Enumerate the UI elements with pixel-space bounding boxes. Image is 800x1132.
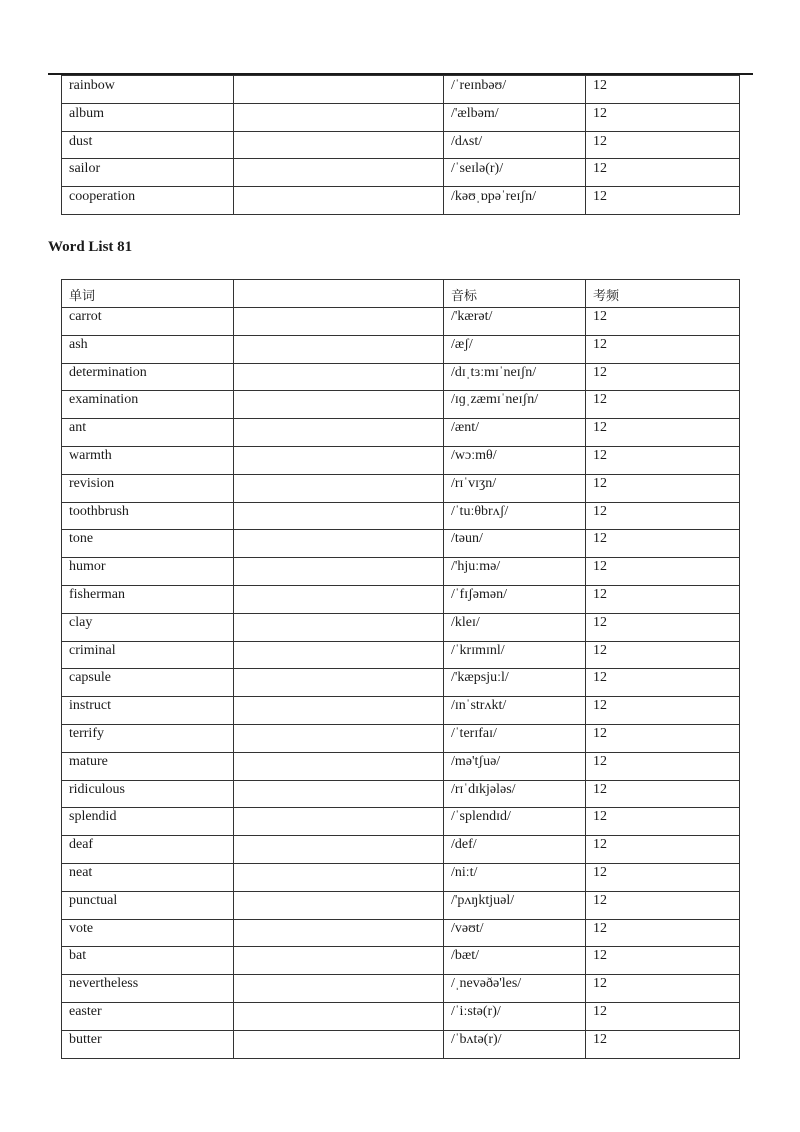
word-list-table [61, 279, 740, 1059]
previous-word-table [61, 75, 740, 215]
word-cell: butter [62, 1030, 234, 1058]
meaning-cell [234, 308, 444, 336]
word-list-title: Word List 81 [48, 239, 133, 255]
word-cell: nevertheless [62, 975, 234, 1003]
table-row [62, 1002, 740, 1030]
phonetic-cell: /ænt/ [444, 419, 586, 447]
meaning-cell [234, 808, 444, 836]
table-row [62, 613, 740, 641]
meaning-cell [234, 159, 444, 187]
meaning-cell [234, 530, 444, 558]
word-cell: bat [62, 947, 234, 975]
phonetic-cell: /rɪˈvɪʒn/ [444, 474, 586, 502]
meaning-cell [234, 1030, 444, 1058]
frequency-cell: 12 [586, 752, 740, 780]
frequency-cell: 12 [586, 419, 740, 447]
frequency-cell: 12 [586, 1002, 740, 1030]
frequency-cell: 12 [586, 474, 740, 502]
frequency-cell: 12 [586, 391, 740, 419]
frequency-cell: 12 [586, 863, 740, 891]
word-cell: rainbow [62, 76, 234, 104]
frequency-cell: 12 [586, 1030, 740, 1058]
phonetic-cell: /'kærət/ [444, 308, 586, 336]
phonetic-cell: /ɪnˈstrʌkt/ [444, 697, 586, 725]
frequency-cell: 12 [586, 919, 740, 947]
frequency-cell: 12 [586, 363, 740, 391]
phonetic-cell: /ˈiːstə(r)/ [444, 1002, 586, 1030]
table-row [62, 697, 740, 725]
table-row [62, 752, 740, 780]
word-cell: determination [62, 363, 234, 391]
phonetic-cell: /ˈfɪʃəmən/ [444, 585, 586, 613]
frequency-cell: 12 [586, 613, 740, 641]
word-cell: revision [62, 474, 234, 502]
word-cell: ridiculous [62, 780, 234, 808]
phonetic-cell: /ˈreɪnbəʊ/ [444, 76, 586, 104]
table-row [62, 919, 740, 947]
table-row [62, 891, 740, 919]
table-row [62, 474, 740, 502]
meaning-cell [234, 863, 444, 891]
header-meaning [234, 280, 444, 308]
meaning-cell [234, 891, 444, 919]
meaning-cell [234, 697, 444, 725]
table-row [62, 76, 740, 104]
phonetic-cell: /ˈseɪlə(r)/ [444, 159, 586, 187]
word-cell: warmth [62, 446, 234, 474]
frequency-cell: 12 [586, 76, 740, 104]
meaning-cell [234, 76, 444, 104]
phonetic-cell: /wɔːmθ/ [444, 446, 586, 474]
table-row [62, 947, 740, 975]
frequency-cell: 12 [586, 669, 740, 697]
word-cell: capsule [62, 669, 234, 697]
meaning-cell [234, 558, 444, 586]
frequency-cell: 12 [586, 585, 740, 613]
word-cell: examination [62, 391, 234, 419]
table-row [62, 391, 740, 419]
phonetic-cell: /ˌnevəðə'les/ [444, 975, 586, 1003]
table-row [62, 558, 740, 586]
word-cell: sailor [62, 159, 234, 187]
table-row [62, 863, 740, 891]
meaning-cell [234, 131, 444, 159]
meaning-cell [234, 836, 444, 864]
meaning-cell [234, 641, 444, 669]
table-row [62, 419, 740, 447]
phonetic-cell: /kəʊˌɒpəˈreɪʃn/ [444, 187, 586, 215]
meaning-cell [234, 919, 444, 947]
frequency-cell: 12 [586, 558, 740, 586]
frequency-cell: 12 [586, 780, 740, 808]
meaning-cell [234, 724, 444, 752]
word-cell: humor [62, 558, 234, 586]
table-row [62, 780, 740, 808]
frequency-cell: 12 [586, 103, 740, 131]
table-row [62, 103, 740, 131]
frequency-cell: 12 [586, 187, 740, 215]
word-cell: splendid [62, 808, 234, 836]
word-cell: punctual [62, 891, 234, 919]
table-header-row [62, 280, 740, 308]
word-cell: toothbrush [62, 502, 234, 530]
meaning-cell [234, 975, 444, 1003]
word-cell: instruct [62, 697, 234, 725]
frequency-cell: 12 [586, 502, 740, 530]
phonetic-cell: /æʃ/ [444, 335, 586, 363]
meaning-cell [234, 187, 444, 215]
phonetic-cell: /'hjuːmə/ [444, 558, 586, 586]
meaning-cell [234, 502, 444, 530]
phonetic-cell: /mə'tʃuə/ [444, 752, 586, 780]
frequency-cell: 12 [586, 131, 740, 159]
word-cell: terrify [62, 724, 234, 752]
phonetic-cell: /'ælbəm/ [444, 103, 586, 131]
table-row [62, 308, 740, 336]
meaning-cell [234, 752, 444, 780]
word-cell: deaf [62, 836, 234, 864]
frequency-cell: 12 [586, 724, 740, 752]
word-cell: ant [62, 419, 234, 447]
word-cell: mature [62, 752, 234, 780]
phonetic-cell: /ˈsplendɪd/ [444, 808, 586, 836]
meaning-cell [234, 947, 444, 975]
frequency-cell: 12 [586, 891, 740, 919]
table-row [62, 159, 740, 187]
phonetic-cell: /dʌst/ [444, 131, 586, 159]
frequency-cell: 12 [586, 975, 740, 1003]
table-row [62, 446, 740, 474]
phonetic-cell: /ˈterɪfaɪ/ [444, 724, 586, 752]
phonetic-cell: /ˈbʌtə(r)/ [444, 1030, 586, 1058]
table-row [62, 363, 740, 391]
word-cell: ash [62, 335, 234, 363]
phonetic-cell: /kleɪ/ [444, 613, 586, 641]
frequency-cell: 12 [586, 159, 740, 187]
phonetic-cell: /ˈtuːθbrʌʃ/ [444, 502, 586, 530]
word-cell: vote [62, 919, 234, 947]
meaning-cell [234, 585, 444, 613]
phonetic-cell: /ˈkrɪmɪnl/ [444, 641, 586, 669]
meaning-cell [234, 335, 444, 363]
phonetic-cell: /def/ [444, 836, 586, 864]
meaning-cell [234, 1002, 444, 1030]
header-word: 单词 [62, 280, 234, 308]
word-cell: neat [62, 863, 234, 891]
header-frequency: 考频 [586, 280, 740, 308]
table-row [62, 502, 740, 530]
table-row [62, 131, 740, 159]
table-row [62, 975, 740, 1003]
table-row [62, 641, 740, 669]
word-cell: dust [62, 131, 234, 159]
meaning-cell [234, 474, 444, 502]
frequency-cell: 12 [586, 641, 740, 669]
meaning-cell [234, 446, 444, 474]
meaning-cell [234, 103, 444, 131]
word-cell: carrot [62, 308, 234, 336]
frequency-cell: 12 [586, 446, 740, 474]
header-phonetic: 音标 [444, 280, 586, 308]
frequency-cell: 12 [586, 335, 740, 363]
meaning-cell [234, 780, 444, 808]
phonetic-cell: /təun/ [444, 530, 586, 558]
table-row [62, 187, 740, 215]
meaning-cell [234, 363, 444, 391]
table-row [62, 530, 740, 558]
frequency-cell: 12 [586, 308, 740, 336]
phonetic-cell: /ɪɡˌzæmɪˈneɪʃn/ [444, 391, 586, 419]
table-row [62, 1030, 740, 1058]
word-cell: criminal [62, 641, 234, 669]
frequency-cell: 12 [586, 697, 740, 725]
frequency-cell: 12 [586, 947, 740, 975]
meaning-cell [234, 419, 444, 447]
table-row [62, 669, 740, 697]
phonetic-cell: /niːt/ [444, 863, 586, 891]
table-row [62, 585, 740, 613]
meaning-cell [234, 669, 444, 697]
table-row [62, 808, 740, 836]
meaning-cell [234, 613, 444, 641]
frequency-cell: 12 [586, 530, 740, 558]
frequency-cell: 12 [586, 836, 740, 864]
phonetic-cell: /dɪˌtɜːmɪˈneɪʃn/ [444, 363, 586, 391]
table-row [62, 335, 740, 363]
word-cell: tone [62, 530, 234, 558]
phonetic-cell: /rɪˈdɪkjələs/ [444, 780, 586, 808]
word-cell: cooperation [62, 187, 234, 215]
word-cell: clay [62, 613, 234, 641]
word-cell: easter [62, 1002, 234, 1030]
frequency-cell: 12 [586, 808, 740, 836]
phonetic-cell: /bæt/ [444, 947, 586, 975]
phonetic-cell: /'kæpsjuːl/ [444, 669, 586, 697]
meaning-cell [234, 391, 444, 419]
word-cell: album [62, 103, 234, 131]
table-row [62, 836, 740, 864]
phonetic-cell: /vəʊt/ [444, 919, 586, 947]
phonetic-cell: /'pʌŋktjuəl/ [444, 891, 586, 919]
table-row [62, 724, 740, 752]
word-cell: fisherman [62, 585, 234, 613]
